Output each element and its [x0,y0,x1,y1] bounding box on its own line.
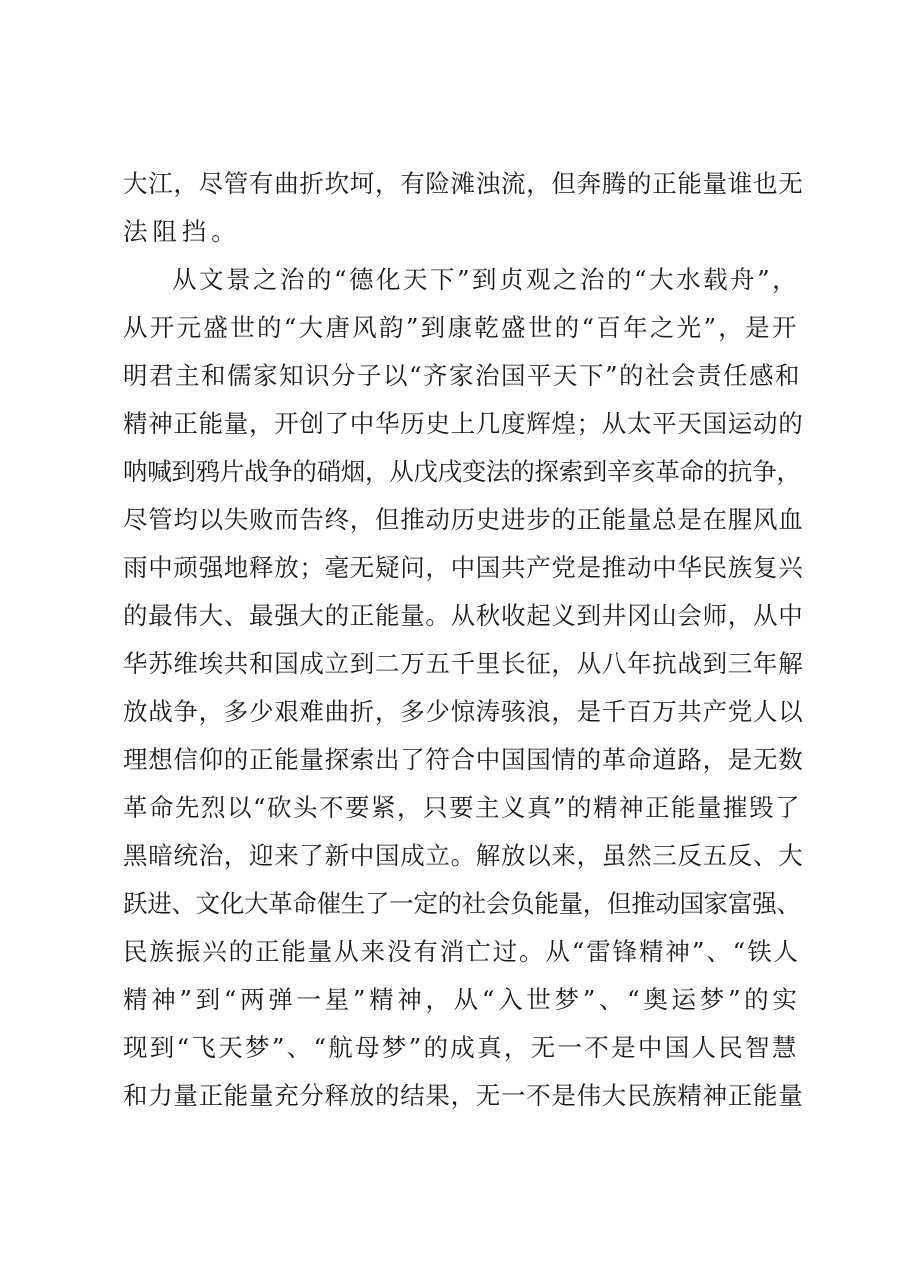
text-line: 尽管均以失败而告终，但推动历史进步的正能量总是在腥风血 [123,505,804,534]
text-line: 放战争，多少艰难曲折，多少惊涛骇浪，是千百万共产党人以 [123,697,804,726]
text-line: 华苏维埃共和国成立到二万五千里长征，从八年抗战到三年解 [123,649,804,678]
text-line: 从开元盛世的“大唐风韵”到康乾盛世的“百年之光”，是开 [123,313,799,342]
text-line: 跃进、文化大革命催生了一定的社会负能量，但推动国家富强、 [123,889,801,918]
text-line: 呐喊到鸦片战争的硝烟，从戊戌变法的探索到辛亥革命的抗争， [123,457,801,486]
paragraph-first-line: 从文景之治的“德化天下”到贞观之治的“大水载舟”， [172,265,800,294]
text-line: 民族振兴的正能量从来没有消亡过。从“雷锋精神”、“铁人 [123,937,800,966]
text-line: 革命先烈以“砍头不要紧，只要主义真”的精神正能量摧毁了 [123,793,802,822]
text-line: 精神正能量，开创了中华历史上几度辉煌；从太平天国运动的 [123,409,804,438]
text-line: 和力量正能量充分释放的结果，无一不是伟大民族精神正能量 [123,1081,804,1110]
text-line: 现到“飞天梦”、“航母梦”的成真，无一不是中国人民智慧 [123,1033,799,1062]
text-line: 法阻挡。 [123,217,241,246]
text-line: 精神”到“两弹一星”精神，从“入世梦”、“奥运梦”的实 [123,985,801,1014]
text-line: 黑暗统治，迎来了新中国成立。解放以来，虽然三反五反、大 [123,841,804,870]
text-line: 雨中顽强地释放；毫无疑问，中国共产党是推动中华民族复兴 [123,553,804,582]
text-line: 理想信仰的正能量探索出了符合中国国情的革命道路，是无数 [123,745,804,774]
text-line: 的最伟大、最强大的正能量。从秋收起义到井冈山会师，从中 [123,601,804,630]
text-line: 明君主和儒家知识分子以“齐家治国平天下”的社会责任感和 [123,361,802,390]
text-line: 大江，尽管有曲折坎坷，有险滩浊流，但奔腾的正能量谁也无 [123,169,804,198]
